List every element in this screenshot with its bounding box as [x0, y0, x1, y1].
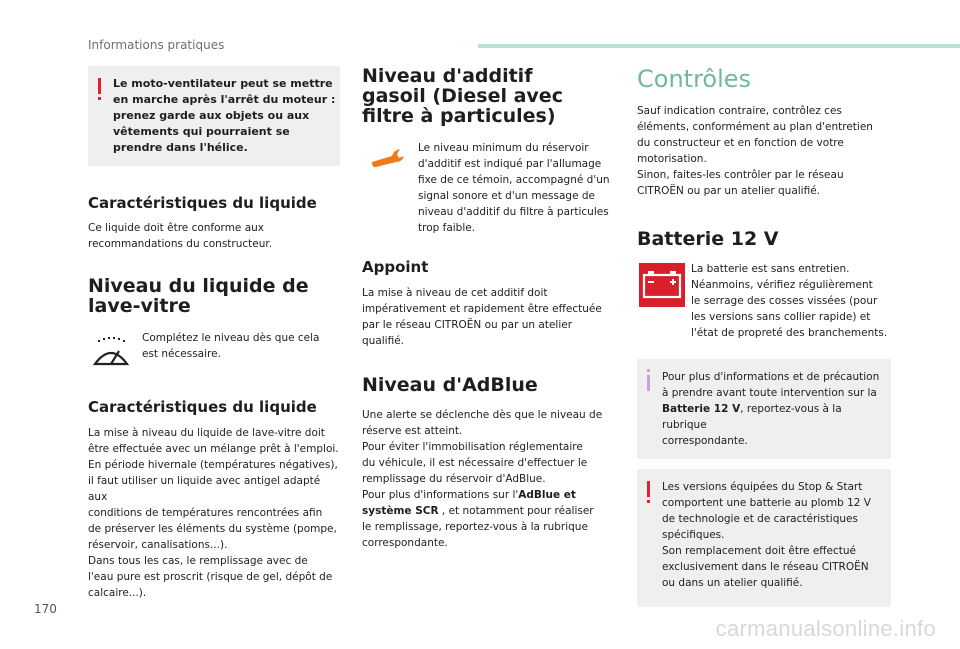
additive-level-text: Le niveau minimum du réservoir d'additif est indiqué par l'allumage fixe de ce témoin, accompagné d'un signal sonore et d'un message de niveau d'additif du filtre à particules trop faible.: [418, 142, 610, 234]
washer-liquid-text: La mise à niveau du liquide de lave-vitre doit être effectuée avec un mélange prêt à l'emploi. En période hivernale (températures négatives), il faut utiliser un liquide avec antigel adapté aux conditions de températures rencontrées afin de préserver les éléments du système (pompe, réservoir, canalisations...). Dans tous les cas, le remplissage avec de l'eau pure est proscrit (risque de gel, dépôt de calcaire...).: [88, 427, 339, 599]
watermark: carmanualsonline.info: [715, 616, 936, 641]
adblue-text-bold: AdBlue et système SCR: [362, 489, 576, 517]
adblue-text-part-2: , et notamment pour réaliser le remplissage, reportez-vous à la rubrique correspondante.: [362, 505, 594, 549]
adblue-text-part-1: Une alerte se déclenche dès que le niveau de réserve est atteint. Pour éviter l'immobilisation réglementaire du véhicule, il est nécessaire d'effectuer le remplissage du réservoir d'AdBlue. Pour plus d'informations sur l': [362, 409, 603, 501]
heading-adblue-level: Niveau d'AdBlue: [362, 374, 538, 396]
header-accent-bar: [478, 44, 960, 48]
washer-icon-box: [88, 330, 134, 368]
info-text-bold: Batterie 12 V: [662, 403, 741, 415]
column-3: [637, 66, 891, 607]
warning-dot-2: [647, 500, 650, 503]
column-1: [88, 66, 340, 601]
heading-liquid-characteristics: Caractéristiques du liquide: [88, 194, 317, 212]
stop-start-warning-text: Les versions équipées du Stop & Start comportent une batterie au plomb 12 V de technologie et de caractéristiques spécifiques. Son remplacement doit être effectué exclusivement dans le réseau CITROËN ou dans un atelier qualifié.: [662, 481, 871, 589]
heading-battery: Batterie 12 V: [637, 228, 779, 250]
washer-icon-row: [88, 330, 340, 368]
warning-icon: [98, 78, 101, 94]
info-box-battery: [637, 359, 891, 459]
heading-liquid-characteristics-2: Caractéristiques du liquide: [88, 398, 317, 416]
section-title: Informations pratiques: [88, 38, 225, 52]
warning-dot: [98, 97, 101, 100]
adblue-text: [362, 407, 610, 551]
info-text-part-2: , reportez-vous à la rubrique correspondante.: [662, 403, 842, 447]
controles-intro-text: Sauf indication contraire, contrôlez ces éléments, conformément au plan d'entretien du constructeur et en fonction de votre motorisation. Sinon, faites-les contrôler par le réseau CITROËN ou par un atelier qualifié.: [637, 105, 873, 197]
info-icon: [647, 369, 650, 372]
info-icon-bar: [647, 375, 650, 391]
column-2: [362, 66, 610, 551]
heading-controles: Contrôles: [637, 65, 752, 93]
warning-text: Le moto-ventilateur peut se mettre en marche après l'arrêt du moteur : prenez garde aux objets ou aux vêtements qui pourraient se prendre dans l'hélice.: [113, 77, 336, 154]
additive-icon-row: [362, 140, 610, 236]
info-text-part-1: Pour plus d'informations et de précaution à prendre avant toute intervention sur la: [662, 371, 880, 399]
warning-box-fan: [88, 66, 340, 166]
liquid-characteristics-text: Ce liquide doit être conforme aux recommandations du constructeur.: [88, 222, 273, 250]
page-number: 170: [34, 602, 57, 616]
heading-diesel-additive: Niveau d'additif gasoil (Diesel avec filtre à particules): [362, 65, 563, 127]
appoint-text: La mise à niveau de cet additif doit impérativement et rapidement être effectuée par le réseau CITROËN ou par un atelier qualifié.: [362, 287, 602, 347]
additive-icon-box: [362, 140, 414, 170]
info-text: [662, 369, 883, 449]
battery-icon: [639, 263, 685, 307]
warning-icon-2: [647, 481, 650, 497]
warning-box-stop-start: [637, 469, 891, 607]
battery-icon-row: [637, 261, 891, 341]
heading-washer-level: Niveau du liquide de lave-vitre: [88, 275, 309, 317]
heading-appoint: Appoint: [362, 258, 429, 276]
battery-icon-box: [637, 261, 687, 307]
service-wrench-icon: [368, 146, 408, 170]
windscreen-washer-icon: [92, 336, 130, 368]
battery-text: La batterie est sans entretien. Néanmoins, vérifiez régulièrement le serrage des cosses vissées (pour les versions sans collier rapide) et l'état de propreté des branchements.: [691, 263, 888, 339]
washer-level-text: Complétez le niveau dès que cela est nécessaire.: [142, 332, 320, 360]
